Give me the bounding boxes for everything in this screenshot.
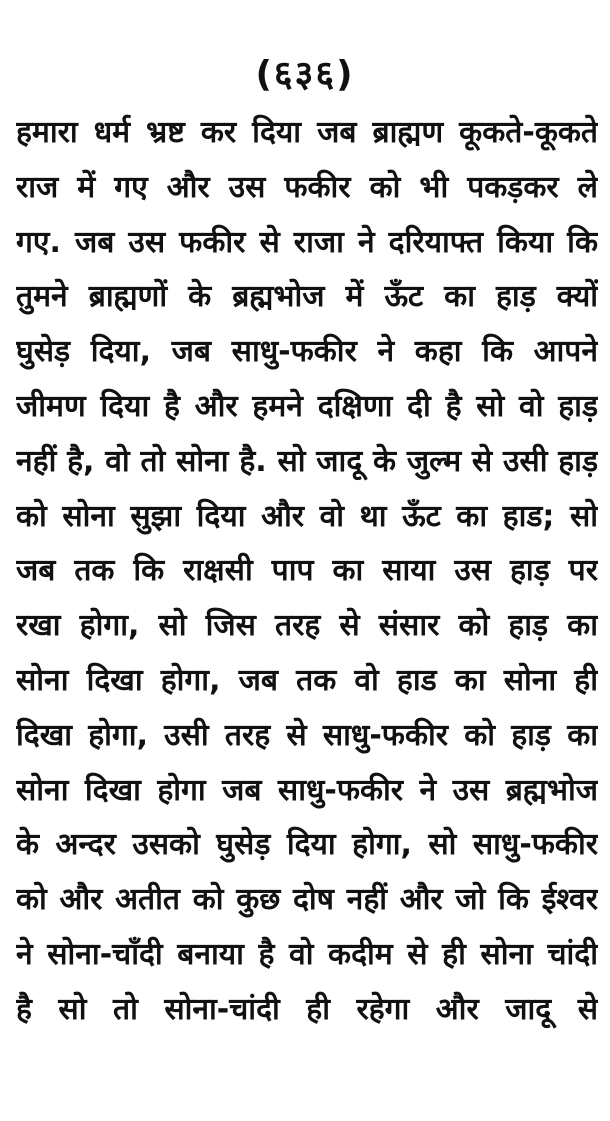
text-line: दिखा होगा, उसी तरह से साधु-फकीर को हाड़ का — [16, 717, 598, 753]
text-line: राज में गए और उस फकीर को भी पकड़कर ले — [16, 169, 598, 205]
text-line: सोना दिखा होगा जब साधु-फकीर ने उस ब्रह्मभोज — [16, 772, 598, 808]
text-line: रखा होगा, सो जिस तरह से संसार को हाड़ का — [16, 608, 598, 644]
text-line: तुमने ब्राह्मणों के ब्रह्मभोज में ऊँट का हाड़ क्यों — [16, 279, 598, 315]
text-line: हमारा धर्म भ्रष्ट कर दिया जब ब्राह्मण कूकते-कूकते — [16, 115, 598, 150]
text-line: नहीं है, वो तो सोना है. सो जादू के जुल्म से उसी हाड़ — [16, 443, 598, 479]
text-line: है सो तो सोना-चांदी ही रहेगा और जादू से — [16, 991, 598, 1027]
text-line: ने सोना-चाँदी बनाया है वो कदीम से ही सोना चांदी — [16, 936, 598, 972]
text-line: घुसेड़ दिया, जब साधु-फकीर ने कहा कि आपने — [16, 334, 598, 370]
text-line: जीमण दिया है और हमने दक्षिणा दी है सो वो हाड़ — [16, 388, 598, 424]
text-line: को सोना सुझा दिया और वो था ऊँट का हाड; सो — [16, 498, 598, 534]
text-line: सोना दिखा होगा, जब तक वो हाड का सोना ही — [16, 662, 598, 698]
page-number: (६३६) — [255, 54, 355, 95]
text-line: जब तक कि राक्षसी पाप का साया उस हाड़ पर — [16, 553, 598, 589]
text-line: के अन्दर उसको घुसेड़ दिया होगा, सो साधु-फकीर — [16, 827, 598, 863]
text-line: गए. जब उस फकीर से राजा ने दरियाफ्त किया कि — [16, 224, 598, 260]
text-line: को और अतीत को कुछ दोष नहीं और जो कि ईश्वर — [16, 882, 598, 918]
body-text — [16, 106, 598, 1038]
